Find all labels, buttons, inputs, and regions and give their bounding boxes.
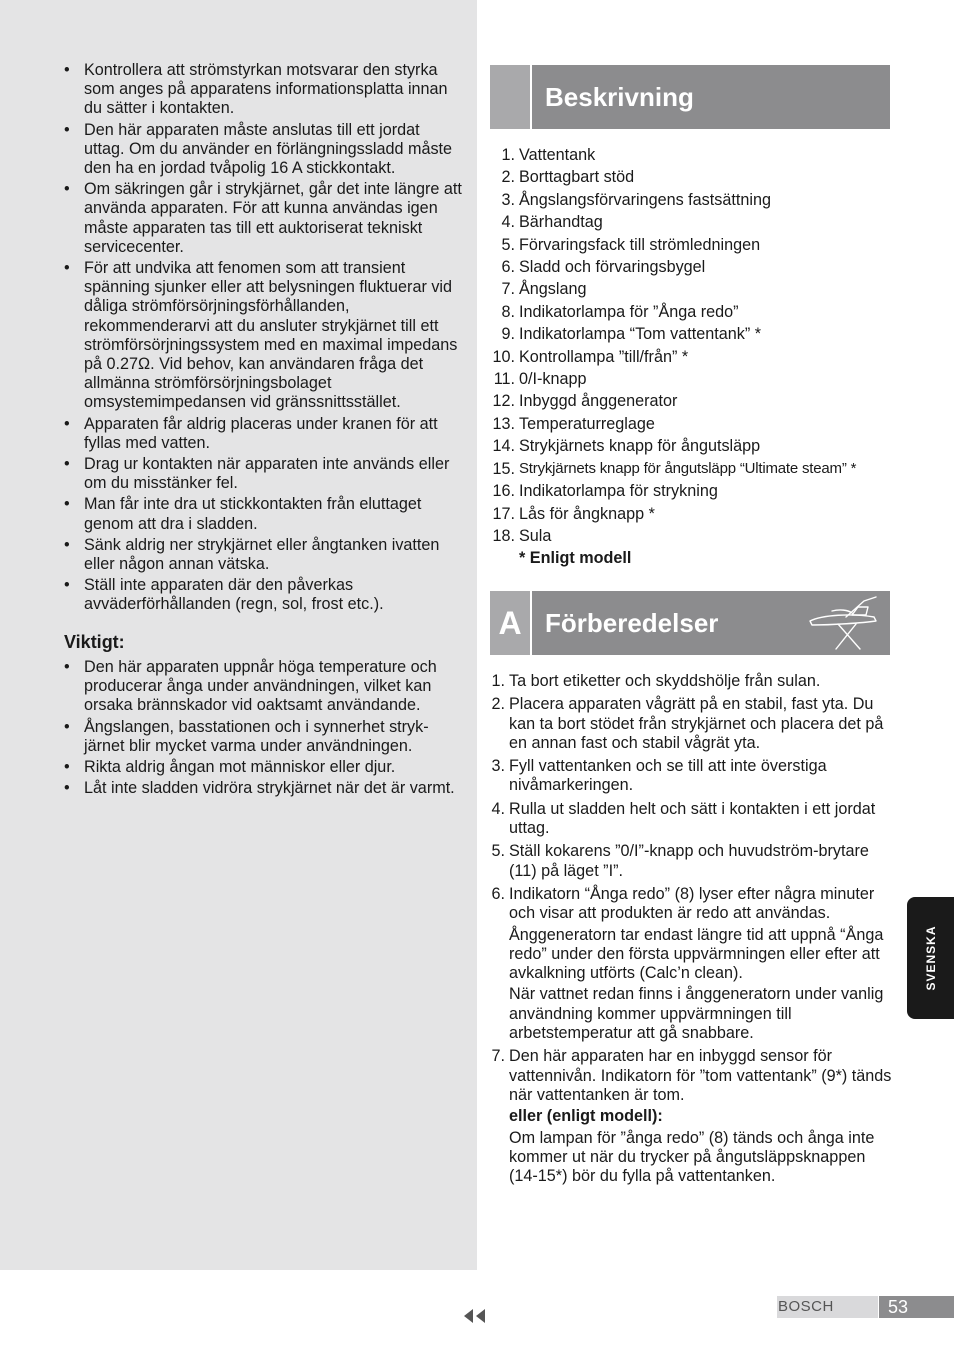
- part-number: 9.: [501, 325, 515, 344]
- safety-column: [64, 61, 464, 800]
- brand-label: BOSCH: [778, 1298, 834, 1315]
- safety-list: [64, 61, 464, 615]
- part-number: 12.: [492, 392, 515, 411]
- list-item: • Sänk aldrig ner strykjärnet eller ångtanken ivatten eller någon annan vätska.: [64, 536, 464, 574]
- part-number: 8.: [501, 302, 515, 321]
- list-item: • För att undvika att fenomen som att transient spänning sjunker eller att belysningen fluktuerar vid dåliga strömförsörjningsförhållanden, rekommenderarvi att du ansluter strykjärnet till ett strömförsörjningssystem med en maximal impedans på 0.27Ω. Vid behov, kan användaren fråga det allmänna strömförsörjningsbolaget omsystemimpedansen vid gränssnittsstället.: [64, 259, 464, 413]
- part-number: 2.: [501, 168, 515, 187]
- list-item: • Drag ur kontakten när apparaten inte används eller om du misstänker fel.: [64, 455, 464, 493]
- step-paragraph: Fyll vattentanken och se till att inte överstiga nivåmarkeringen.: [509, 757, 827, 795]
- footer-brand: [777, 1296, 878, 1318]
- part-row: [488, 323, 898, 345]
- part-label: Förvaringsfack till strömledningen: [519, 235, 761, 254]
- part-number: 1.: [501, 146, 515, 164]
- important-list: [64, 658, 464, 798]
- list-item: • Ångslangen, basstationen och i synnerhet stryk- järnet blir mycket varma under användningen.: [64, 718, 464, 756]
- part-number: 17.: [492, 504, 515, 523]
- description-header: [490, 65, 890, 129]
- list-item: • Man får inte dra ut stickkontakten från eluttaget genom att dra i sladden.: [64, 495, 464, 533]
- section-marker: [490, 65, 530, 129]
- ironing-board-icon: [802, 593, 882, 653]
- step-paragraph: Ta bort etiketter och skyddshölje från sulan.: [509, 672, 821, 690]
- step-row: [488, 1047, 892, 1188]
- step-text: [509, 842, 892, 883]
- part-label: 0/I-knapp: [519, 370, 587, 389]
- list-item: • Låt inte sladden vidröra strykjärnet när det är varmt.: [64, 779, 464, 798]
- back-arrows-icon[interactable]: [463, 1308, 493, 1324]
- list-item: • Om säkringen går i strykjärnet, går det inte längre att använda apparaten. För att kunna användas igen måste apparaten tas till ett auktoriserat tekniskt servicecenter.: [64, 180, 464, 257]
- step-paragraph: När vattnet redan finns i ånggeneratorn under vanlig användning kommer uppvärmningen till arbetstemperatur att gå snabbare.: [509, 985, 884, 1043]
- part-label: Kontrollampa ”till/från” *: [519, 347, 689, 366]
- language-tab: [907, 897, 954, 1019]
- step-paragraph: Ställ kokarens ”0/I”-knapp och huvudström-brytare (11) på läget ”I”.: [509, 842, 869, 880]
- step-text: [509, 757, 892, 798]
- part-number: 7.: [501, 280, 515, 299]
- step-row: [488, 885, 892, 1045]
- step-text: [509, 800, 892, 841]
- part-label: Vattentank: [519, 146, 596, 164]
- list-item: • Apparaten får aldrig placeras under kranen för att fyllas med vatten.: [64, 415, 464, 453]
- part-row: [488, 278, 898, 300]
- part-row: [488, 435, 898, 457]
- part-label: Indikatorlampa “Tom vattentank” *: [519, 325, 762, 344]
- part-label: Indikatorlampa för strykning: [519, 482, 718, 501]
- step-paragraph: Ånggeneratorn tar endast längre tid att uppnå “Ånga redo” under den första uppvärmningen eller efter att avkalkning utförts (Calc’n clean).: [509, 925, 884, 983]
- part-row: [488, 166, 898, 188]
- page-number: 53: [879, 1296, 954, 1318]
- part-label: Borttagbart stöd: [519, 168, 635, 187]
- part-row: [488, 368, 898, 390]
- part-row: [488, 413, 898, 435]
- list-item: • Den här apparaten uppnår höga temperature och producerar ånga under användningen, vilket kan orsaka brännskador vid oaktsamt användande.: [64, 658, 464, 716]
- step-number: 5.: [491, 842, 505, 861]
- step-text: [509, 885, 892, 1045]
- description-title: Beskrivning: [545, 82, 694, 112]
- part-row: [488, 458, 898, 480]
- part-label: Strykjärnets knapp för ångutsläpp: [519, 437, 761, 456]
- list-item: • Rikta aldrig ångan mot människor eller djur.: [64, 758, 464, 777]
- part-label: Sula: [519, 526, 552, 545]
- step-row: [488, 800, 892, 841]
- step-number: 6.: [491, 884, 505, 903]
- preparation-title: Förberedelser: [545, 608, 719, 638]
- step-number: 4.: [491, 799, 505, 818]
- section-marker-a: A: [490, 591, 530, 655]
- step-paragraph: Om lampan för ”ånga redo” (8) tänds och ånga inte kommer ut när du trycker på ångutsläppsknappen (14-15*) bör du fylla på vattentanken.: [509, 1128, 875, 1186]
- step-row: [488, 672, 892, 693]
- step-text: [509, 695, 892, 755]
- part-row: [488, 211, 898, 233]
- part-number: 14.: [492, 437, 515, 456]
- list-item: • Den här apparaten måste anslutas till ett jordat uttag. Om du använder en förlängningssladd måste den ha en jordad tvåpolig 16 A stickkontakt.: [64, 121, 464, 179]
- part-number: 3.: [501, 190, 515, 209]
- part-number: 11.: [493, 370, 515, 389]
- step-number: 1.: [491, 672, 505, 690]
- part-label: Inbyggd ånggenerator: [519, 392, 678, 411]
- header-divider: [530, 591, 532, 655]
- part-label: Ångslangsförvaringens fastsättning: [519, 190, 771, 209]
- part-number: 4.: [501, 213, 515, 232]
- part-number: 16.: [492, 482, 515, 501]
- part-row: [488, 301, 898, 323]
- part-row: [488, 390, 898, 412]
- step-paragraph: Rulla ut sladden helt och sätt i kontakten i ett jordat uttag.: [509, 799, 876, 838]
- step-number: 2.: [491, 695, 505, 714]
- part-number: 6.: [501, 258, 515, 277]
- part-label: Temperaturreglage: [519, 414, 655, 433]
- part-row: [488, 144, 898, 166]
- parts-list: [488, 144, 898, 570]
- part-row: [488, 346, 898, 368]
- part-row: [488, 503, 898, 525]
- step-number: 7.: [491, 1047, 505, 1066]
- step-model-note: eller (enligt modell):: [509, 1107, 663, 1126]
- part-label: Ångslang: [519, 280, 587, 299]
- part-number: 15.: [492, 459, 515, 478]
- part-row: [488, 189, 898, 211]
- part-row: [488, 525, 898, 547]
- preparation-steps: [488, 672, 892, 1190]
- step-paragraph: Placera apparaten vågrätt på en stabil, fast yta. Du kan ta bort stödet från strykjärnet och placera det på en annan fast och stabil vågrät yta.: [509, 695, 884, 752]
- part-label: Sladd och förvaringsbygel: [519, 258, 706, 277]
- part-label: Strykjärnets knapp för ångutsläpp “Ultimate steam” *: [519, 459, 857, 477]
- step-text: [509, 1047, 892, 1188]
- step-row: [488, 757, 892, 798]
- language-tab-label: SVENSKA: [923, 925, 938, 991]
- part-row: [488, 234, 898, 256]
- part-number: 13.: [492, 414, 515, 433]
- step-row: [488, 695, 892, 755]
- part-label: Indikatorlampa för ”Ånga redo”: [519, 302, 739, 321]
- model-note: * Enligt modell: [519, 549, 632, 568]
- part-label: Bärhandtag: [519, 213, 603, 232]
- part-row: [488, 256, 898, 278]
- list-item: • Kontrollera att strömstyrkan motsvarar den styrka som anges på apparatens informationsplatta innan du sätter i kontakten.: [64, 61, 464, 119]
- list-item: • Ställ inte apparaten där den påverkas avväderförhållanden (regn, sol, frost etc.).: [64, 576, 464, 614]
- part-number: 18.: [492, 526, 515, 545]
- part-row: [488, 480, 898, 502]
- part-label: Lås för ångknapp *: [519, 504, 655, 523]
- preparation-header: [490, 591, 890, 655]
- step-paragraph: Den här apparaten har en inbyggd sensor för vattennivån. Indikatorn för ”tom vattentank” (9*) tänds när vattentanken är tom.: [509, 1047, 892, 1104]
- part-number: 10.: [492, 347, 515, 366]
- part-number: 5.: [501, 235, 515, 254]
- step-number: 3.: [491, 757, 505, 776]
- important-heading: Viktigt:: [64, 631, 125, 652]
- step-text: [509, 672, 892, 693]
- header-divider: [530, 65, 532, 129]
- step-row: [488, 842, 892, 883]
- step-paragraph: Indikatorn “Ånga redo” (8) lyser efter några minuter och visar att produkten är redo att användas.: [509, 884, 875, 923]
